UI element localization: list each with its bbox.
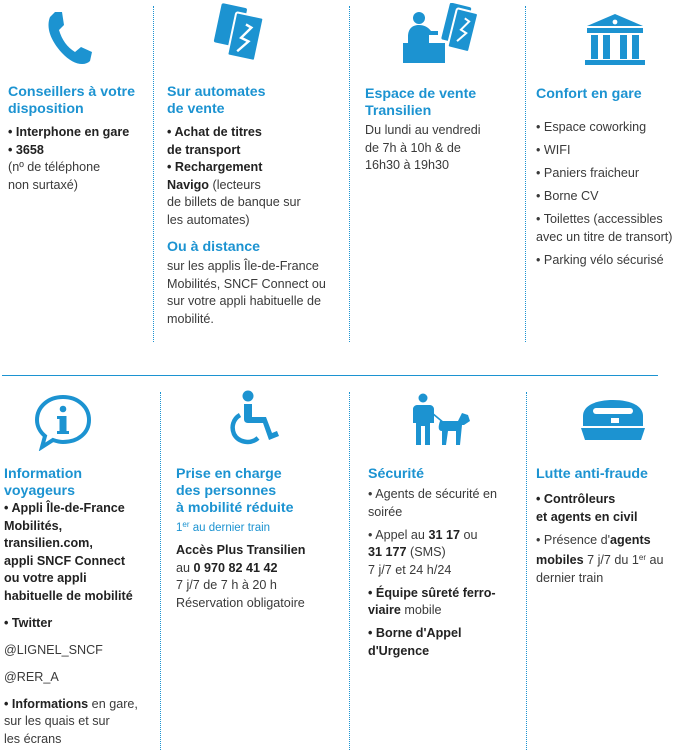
automates-title: Sur automates de vente	[167, 84, 266, 117]
pmr-phone: au 0 970 82 41 42	[176, 560, 278, 575]
ticket-desk-icon	[400, 3, 480, 67]
ticket-cards-icon	[208, 3, 270, 63]
row-divider	[2, 375, 658, 376]
information-block	[4, 466, 160, 748]
fraude-item: • Présence d'agents mobiles 7 j/7 du 1er au dernier train	[536, 532, 664, 585]
pmr-subtitle: 1er au dernier train	[176, 520, 271, 534]
acces-plus-label: Accès Plus Transilien	[176, 543, 306, 557]
information-apps-item: • Appli Île-de-France Mobilités, transilien.com, appli SNCF Connect ou votre appli habituelle de mobilité	[4, 501, 133, 603]
information-screens-item: • Informations en gare, sur les quais et sur les écrans	[4, 696, 138, 746]
a-distance-text: sur les applis Île-de-France Mobilités, SNCF Connect ou sur votre appli habituelle de mobilité.	[167, 259, 326, 326]
confort-item: • Toilettes (accessibles avec un titre de transort)	[536, 212, 673, 244]
pmr-booking: Réservation obligatoire	[176, 595, 305, 610]
guard-dog-icon	[410, 393, 472, 447]
info-bubble-icon	[32, 393, 94, 451]
wheelchair-icon	[228, 389, 282, 449]
confort-item: • Parking vélo sécurisé	[536, 252, 664, 267]
station-building-icon	[583, 12, 647, 66]
phone-number-item: • 3658	[8, 142, 44, 157]
phone-icon	[40, 9, 94, 67]
securite-title: Sécurité	[368, 466, 424, 482]
column-divider	[153, 6, 154, 342]
a-distance-title: Ou à distance	[167, 239, 261, 255]
securite-item: • Agents de sécurité en soirée	[368, 487, 498, 519]
interphone-item: • Interphone en gare	[8, 125, 130, 139]
securite-item: • Équipe sûreté ferro- viaire mobile	[368, 585, 496, 617]
espace-vente-title: Espace de vente Transilien	[365, 86, 477, 119]
column-divider	[526, 392, 527, 750]
espace-vente-block	[365, 86, 525, 175]
fraude-item: • Contrôleurs et agents en civil	[536, 492, 638, 524]
twitter-handle-2: @RER_A	[4, 670, 59, 684]
securite-item: • Borne d'Appel d'Urgence	[368, 626, 462, 658]
securite-item: • Appel au 31 17 ou 31 177 (SMS) 7 j/7 et 24 h/24	[368, 527, 478, 577]
achat-titres-item: • Achat de titres de transport	[167, 125, 262, 157]
automates-block	[167, 84, 349, 328]
twitter-item: • Twitter	[4, 616, 53, 630]
conseillers-block	[8, 84, 153, 194]
confort-block	[536, 86, 700, 275]
espace-vente-hours: Du lundi au vendredi de 7h à 10h & de 16h30 à 19h30	[365, 123, 481, 172]
pmr-block	[176, 466, 349, 612]
column-divider	[160, 392, 161, 750]
controller-cap-icon	[577, 398, 649, 444]
pmr-title: Prise en charge des personnes à mobilité réduite	[176, 466, 294, 516]
confort-item: • Espace coworking	[536, 120, 647, 134]
confort-item: • Paniers fraicheur	[536, 166, 640, 180]
confort-item: • Borne CV	[536, 189, 599, 203]
conseillers-title: Conseillers à votre disposition	[8, 84, 135, 117]
phone-note: (nº de téléphone non surtaxé)	[8, 160, 101, 192]
twitter-handle-1: @LIGNEL_SNCF	[4, 642, 103, 657]
fraude-title: Lutte anti-fraude	[536, 466, 648, 482]
pmr-hours: 7 j/7 de 7 h à 20 h	[176, 578, 277, 592]
confort-item: • WIFI	[536, 143, 571, 157]
column-divider	[349, 6, 350, 342]
confort-title: Confort en gare	[536, 86, 642, 102]
rechargement-item: • Rechargement Navigo (lecteurs de billets de banque sur les automates)	[167, 160, 301, 227]
column-divider	[525, 6, 526, 342]
information-title: Information voyageurs	[4, 466, 83, 499]
fraude-block	[536, 466, 700, 593]
column-divider	[349, 392, 350, 750]
securite-block	[368, 466, 526, 666]
